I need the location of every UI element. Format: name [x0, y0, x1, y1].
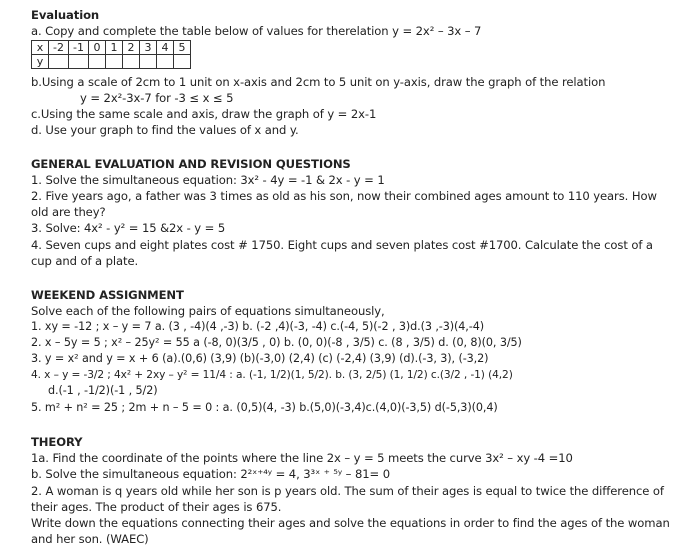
- table-cell: -1: [68, 41, 88, 55]
- table-cell: 5: [173, 41, 190, 55]
- table-cell-empty: [156, 55, 173, 69]
- general-heading: GENERAL EVALUATION AND REVISION QUESTIONS: [31, 157, 351, 171]
- weekend-question-5: 5. m² + n² = 25 ; 2m + n – 5 = 0 : a. (0,5)(4, -3) b.(5,0)(-3,4)c.(4,0)(-3,5) d(-5,3)(0,4): [31, 401, 498, 414]
- theory-question-1a: 1a. Find the coordinate of the points where the line 2x – y = 5 meets the curve 3x² – xy -4 =10: [31, 451, 573, 465]
- evaluation-item-d: d. Use your graph to find the values of x and y.: [31, 123, 299, 137]
- weekend-question-1: 1. xy = -12 ; x – y = 7 a. (3 , -4)(4 ,-3) b. (-2 ,4)(-3, -4) c.(-4, 5)(-2 , 3)d.(3 ,-3)(4,-4): [31, 320, 484, 333]
- table-cell: x: [32, 41, 49, 55]
- general-question-1: 1. Solve the simultaneous equation: 3x² - 4y = -1 & 2x - y = 1: [31, 173, 385, 187]
- evaluation-heading: Evaluation: [31, 8, 100, 22]
- weekend-intro: Solve each of the following pairs of equations simultaneously,: [31, 304, 385, 318]
- theory-question-2: 2. A woman is q years old while her son is p years old. The sum of their ages is equal to twice the difference of their ages. The product of their ages is 675.: [31, 484, 664, 514]
- theory-question-2-instruction: Write down the equations connecting their ages and solve the equations in order to find the ages of the woman and her son. (WAEC): [31, 516, 670, 546]
- table-cell-empty: [88, 55, 105, 69]
- general-question-4: 4. Seven cups and eight plates cost # 1750. Eight cups and seven plates cost #1700. Calculate the cost of a cup and of a plate.: [31, 238, 653, 268]
- weekend-question-4: 4. x – y = -3/2 ; 4x² + 2xy – y² = 11/4 : a. (-1, 1/2)(1, 5/2). b. (3, 2/5) (1, 1/2) c.(3/2 , -1) (4,2): [31, 369, 513, 381]
- table-cell: y: [32, 55, 49, 69]
- weekend-question-3: 3. y = x² and y = x + 6 (a).(0,6) (3,9) (b)(-3,0) (2,4) (c) (-2,4) (3,9) (d).(-3, 3), (-3,2): [31, 352, 489, 365]
- table-cell-empty: [122, 55, 139, 69]
- theory-question-1b: b. Solve the simultaneous equation: 2²ˣ⁺⁴ʸ = 4, 3³ˣ ⁺ ⁵ʸ – 81= 0: [31, 467, 390, 481]
- weekend-question-2: 2. x – 5y = 5 ; x² – 25y² = 55 a (-8, 0)(3/5 , 0) b. (0, 0)(-8 , 3/5) c. (8 , 3/5) d. (0, 8)(0, 3/5): [31, 336, 522, 349]
- table-cell: -2: [49, 41, 69, 55]
- table-row-y: [32, 55, 191, 69]
- evaluation-item-b-relation: y = 2x²-3x-7 for -3 ≤ x ≤ 5: [80, 91, 234, 105]
- table-cell: 0: [88, 41, 105, 55]
- table-cell-empty: [49, 55, 69, 69]
- table-cell: 4: [156, 41, 173, 55]
- table-row-x: [32, 41, 191, 55]
- weekend-heading: WEEKEND ASSIGNMENT: [31, 288, 184, 302]
- theory-heading: THEORY: [31, 435, 83, 449]
- weekend-question-4-option-d: d.(-1 , -1/2)(-1 , 5/2): [48, 384, 158, 397]
- general-question-3: 3. Solve: 4x² - y² = 15 &2x - y = 5: [31, 221, 226, 235]
- general-question-2: 2. Five years ago, a father was 3 times as old as his son, now their combined ages amount to 110 years. How old are they?: [31, 189, 657, 219]
- table-cell: 1: [105, 41, 122, 55]
- table-cell-empty: [139, 55, 156, 69]
- table-cell-empty: [68, 55, 88, 69]
- table-cell: 2: [122, 41, 139, 55]
- evaluation-item-a: a. Copy and complete the table below of values for therelation y = 2x² – 3x – 7: [31, 24, 482, 38]
- evaluation-item-c: c.Using the same scale and axis, draw the graph of y = 2x-1: [31, 107, 377, 121]
- table-cell: 3: [139, 41, 156, 55]
- values-table: [31, 40, 191, 69]
- table-cell-empty: [105, 55, 122, 69]
- table-cell-empty: [173, 55, 190, 69]
- evaluation-item-b: b.Using a scale of 2cm to 1 unit on x-axis and 2cm to 5 unit on y-axis, draw the graph of the relation: [31, 75, 606, 89]
